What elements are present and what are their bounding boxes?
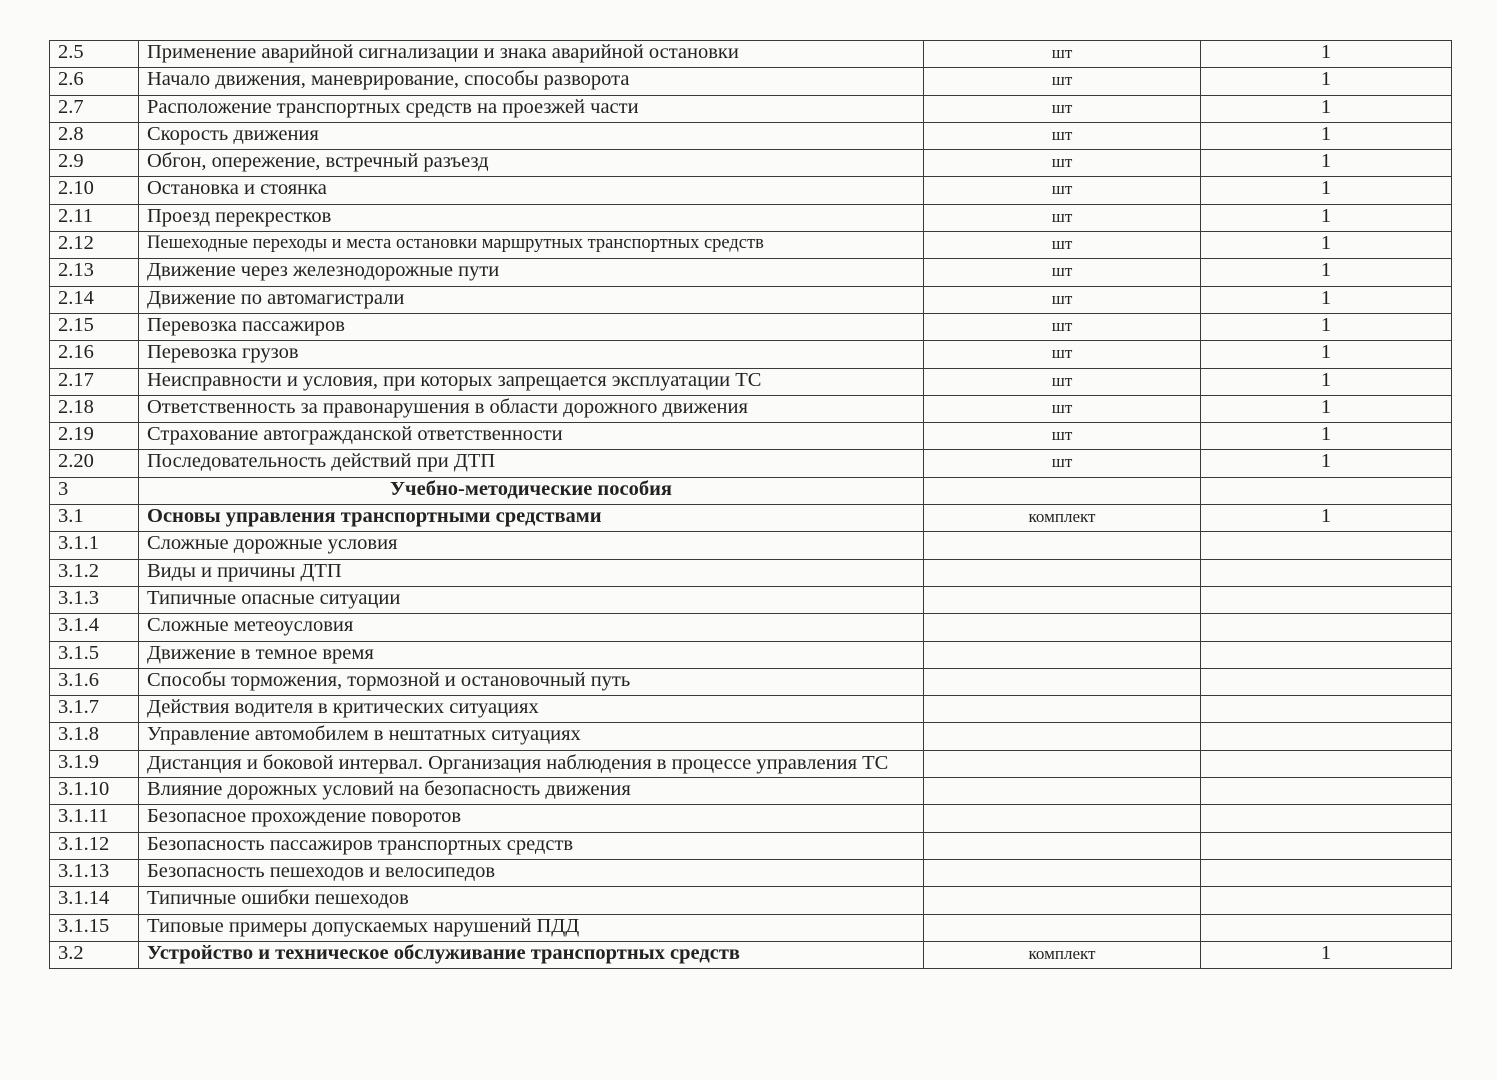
table-row	[50, 177, 1452, 204]
row-number: 2.12	[50, 232, 139, 259]
row-name: Начало движения, маневрирование, способы разворота	[139, 68, 924, 95]
row-quantity: 1	[1201, 122, 1452, 149]
row-number: 3.1.2	[50, 559, 139, 586]
row-quantity: 1	[1201, 95, 1452, 122]
row-unit	[924, 477, 1201, 504]
row-name: Скорость движения	[139, 122, 924, 149]
table-row	[50, 668, 1452, 695]
row-quantity: 1	[1201, 505, 1452, 532]
row-number: 3.1.10	[50, 778, 139, 805]
row-name: Расположение транспортных средств на проезжей части	[139, 95, 924, 122]
row-quantity	[1201, 532, 1452, 559]
row-number: 3.1.12	[50, 832, 139, 859]
table-row	[50, 95, 1452, 122]
row-name: Движение в темное время	[139, 641, 924, 668]
row-unit	[924, 805, 1201, 832]
subsection-row	[50, 505, 1452, 532]
row-unit: шт	[924, 450, 1201, 477]
row-number: 3.1.5	[50, 641, 139, 668]
row-name: Перевозка грузов	[139, 341, 924, 368]
row-unit	[924, 696, 1201, 723]
row-number: 2.17	[50, 368, 139, 395]
row-number: 2.7	[50, 95, 139, 122]
row-name: Безопасность пассажиров транспортных средств	[139, 832, 924, 859]
row-number: 3.2	[50, 941, 139, 968]
row-quantity	[1201, 805, 1452, 832]
table-row	[50, 68, 1452, 95]
row-unit: шт	[924, 232, 1201, 259]
row-unit: комплект	[924, 505, 1201, 532]
row-quantity	[1201, 559, 1452, 586]
table-row	[50, 750, 1452, 777]
row-name: Перевозка пассажиров	[139, 313, 924, 340]
table-row	[50, 341, 1452, 368]
row-unit	[924, 859, 1201, 886]
section-header-row	[50, 477, 1452, 504]
row-quantity: 1	[1201, 286, 1452, 313]
table-row	[50, 259, 1452, 286]
row-name: Устройство и техническое обслуживание транспортных средств	[139, 941, 924, 968]
row-number: 2.20	[50, 450, 139, 477]
row-name: Типичные ошибки пешеходов	[139, 887, 924, 914]
row-quantity	[1201, 723, 1452, 750]
row-number: 2.11	[50, 204, 139, 231]
row-number: 2.18	[50, 395, 139, 422]
row-quantity	[1201, 641, 1452, 668]
row-name: Последовательность действий при ДТП	[139, 450, 924, 477]
row-unit	[924, 914, 1201, 941]
row-number: 3.1.8	[50, 723, 139, 750]
row-unit: шт	[924, 95, 1201, 122]
row-unit	[924, 887, 1201, 914]
row-quantity: 1	[1201, 150, 1452, 177]
row-quantity: 1	[1201, 368, 1452, 395]
row-number: 3.1.3	[50, 586, 139, 613]
row-quantity: 1	[1201, 450, 1452, 477]
row-unit: шт	[924, 313, 1201, 340]
row-quantity: 1	[1201, 204, 1452, 231]
table-row	[50, 559, 1452, 586]
table-row	[50, 696, 1452, 723]
row-name: Типичные опасные ситуации	[139, 586, 924, 613]
row-number: 2.10	[50, 177, 139, 204]
row-unit: шт	[924, 286, 1201, 313]
table-row	[50, 532, 1452, 559]
row-number: 2.19	[50, 423, 139, 450]
table-row	[50, 614, 1452, 641]
row-quantity	[1201, 778, 1452, 805]
row-name: Основы управления транспортными средствами	[139, 505, 924, 532]
row-quantity	[1201, 477, 1452, 504]
row-unit: шт	[924, 68, 1201, 95]
row-number: 3	[50, 477, 139, 504]
row-unit	[924, 559, 1201, 586]
row-name: Ответственность за правонарушения в области дорожного движения	[139, 395, 924, 422]
row-name: Влияние дорожных условий на безопасность движения	[139, 778, 924, 805]
row-unit	[924, 750, 1201, 777]
row-name: Проезд перекрестков	[139, 204, 924, 231]
table-row	[50, 778, 1452, 805]
row-name: Типовые примеры допускаемых нарушений ПДД	[139, 914, 924, 941]
table-row	[50, 832, 1452, 859]
row-quantity	[1201, 887, 1452, 914]
row-number: 3.1.15	[50, 914, 139, 941]
row-number: 3.1	[50, 505, 139, 532]
row-name: Безопасное прохождение поворотов	[139, 805, 924, 832]
table-row	[50, 395, 1452, 422]
row-name: Способы торможения, тормозной и остановочный путь	[139, 668, 924, 695]
row-name: Действия водителя в критических ситуациях	[139, 696, 924, 723]
row-number: 2.15	[50, 313, 139, 340]
row-number: 2.6	[50, 68, 139, 95]
row-name: Движение по автомагистрали	[139, 286, 924, 313]
equipment-table	[49, 40, 1452, 969]
table-row	[50, 586, 1452, 613]
row-unit: шт	[924, 341, 1201, 368]
table-row	[50, 641, 1452, 668]
table-row	[50, 204, 1452, 231]
row-quantity: 1	[1201, 941, 1452, 968]
row-name: Сложные метеоусловия	[139, 614, 924, 641]
row-number: 3.1.7	[50, 696, 139, 723]
row-unit	[924, 532, 1201, 559]
row-unit: шт	[924, 368, 1201, 395]
row-number: 2.16	[50, 341, 139, 368]
row-unit	[924, 614, 1201, 641]
row-name: Обгон, опережение, встречный разъезд	[139, 150, 924, 177]
row-number: 3.1.4	[50, 614, 139, 641]
row-quantity: 1	[1201, 259, 1452, 286]
row-unit: шт	[924, 41, 1201, 68]
row-quantity: 1	[1201, 313, 1452, 340]
row-number: 3.1.6	[50, 668, 139, 695]
table-row	[50, 914, 1452, 941]
row-unit	[924, 641, 1201, 668]
row-name: Дистанция и боковой интервал. Организация наблюдения в процессе управления ТС	[139, 750, 924, 777]
row-quantity	[1201, 859, 1452, 886]
row-number: 2.5	[50, 41, 139, 68]
row-unit	[924, 778, 1201, 805]
row-unit: шт	[924, 204, 1201, 231]
row-name: Управление автомобилем в нештатных ситуациях	[139, 723, 924, 750]
row-unit: шт	[924, 395, 1201, 422]
section-title: Учебно-методические пособия	[139, 477, 924, 504]
row-number: 2.9	[50, 150, 139, 177]
row-quantity: 1	[1201, 68, 1452, 95]
row-quantity	[1201, 832, 1452, 859]
row-number: 2.14	[50, 286, 139, 313]
row-number: 2.8	[50, 122, 139, 149]
row-unit: шт	[924, 122, 1201, 149]
row-name: Движение через железнодорожные пути	[139, 259, 924, 286]
row-name: Безопасность пешеходов и велосипедов	[139, 859, 924, 886]
row-number: 3.1.13	[50, 859, 139, 886]
table-row	[50, 450, 1452, 477]
row-unit: шт	[924, 150, 1201, 177]
row-quantity: 1	[1201, 423, 1452, 450]
row-quantity: 1	[1201, 41, 1452, 68]
row-name: Остановка и стоянка	[139, 177, 924, 204]
row-unit: шт	[924, 259, 1201, 286]
table-row	[50, 723, 1452, 750]
row-number: 3.1.11	[50, 805, 139, 832]
table-row	[50, 859, 1452, 886]
row-unit	[924, 723, 1201, 750]
row-name: Пешеходные переходы и места остановки маршрутных транспортных средств	[139, 232, 924, 259]
table-row	[50, 805, 1452, 832]
row-name: Неисправности и условия, при которых запрещается эксплуатации ТС	[139, 368, 924, 395]
row-name: Виды и причины ДТП	[139, 559, 924, 586]
row-number: 2.13	[50, 259, 139, 286]
table-row	[50, 887, 1452, 914]
table-row	[50, 368, 1452, 395]
row-unit	[924, 832, 1201, 859]
row-quantity: 1	[1201, 177, 1452, 204]
table-row	[50, 232, 1452, 259]
row-unit: шт	[924, 177, 1201, 204]
row-quantity	[1201, 614, 1452, 641]
row-quantity	[1201, 668, 1452, 695]
table-row	[50, 41, 1452, 68]
row-name: Страхование автогражданской ответственности	[139, 423, 924, 450]
row-number: 3.1.14	[50, 887, 139, 914]
row-unit: комплект	[924, 941, 1201, 968]
table-row	[50, 122, 1452, 149]
row-number: 3.1.9	[50, 750, 139, 777]
row-name: Применение аварийной сигнализации и знака аварийной остановки	[139, 41, 924, 68]
row-number: 3.1.1	[50, 532, 139, 559]
subsection-row	[50, 941, 1452, 968]
row-name: Сложные дорожные условия	[139, 532, 924, 559]
row-quantity	[1201, 586, 1452, 613]
row-quantity: 1	[1201, 395, 1452, 422]
row-quantity	[1201, 696, 1452, 723]
row-quantity	[1201, 914, 1452, 941]
row-unit	[924, 586, 1201, 613]
row-unit	[924, 668, 1201, 695]
row-quantity	[1201, 750, 1452, 777]
table-row	[50, 423, 1452, 450]
row-quantity: 1	[1201, 232, 1452, 259]
row-quantity: 1	[1201, 341, 1452, 368]
row-unit: шт	[924, 423, 1201, 450]
table-row	[50, 286, 1452, 313]
table-row	[50, 313, 1452, 340]
table-row	[50, 150, 1452, 177]
